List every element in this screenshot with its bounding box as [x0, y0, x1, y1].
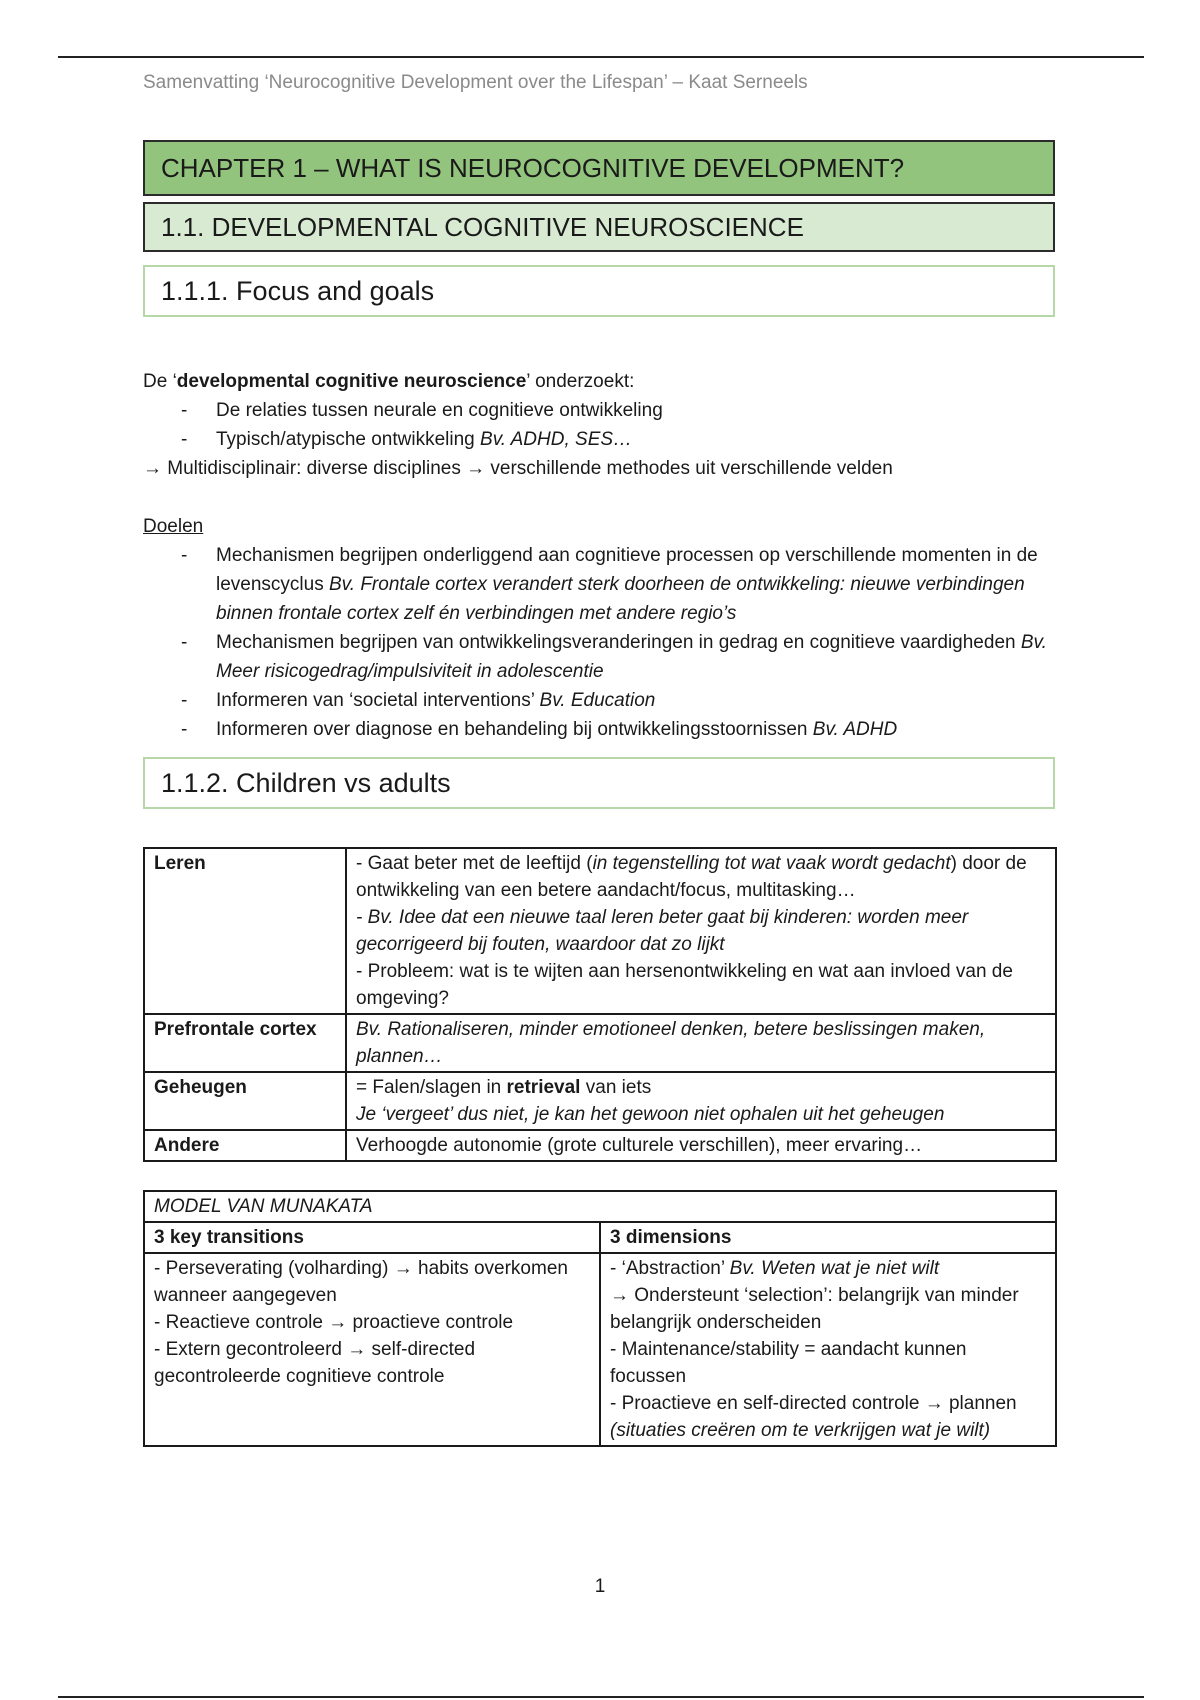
row-label-andere: Andere [144, 1130, 346, 1161]
dimension-abstraction-example: Bv. Weten wat je niet wilt [729, 1258, 940, 1279]
list-item [143, 715, 1055, 744]
goals-heading [143, 512, 1055, 541]
list-item [143, 396, 1055, 425]
munakata-col-head-transitions: 3 key transitions [144, 1222, 600, 1253]
row-label-prefrontal: Prefrontale cortex [144, 1014, 346, 1072]
leren-line1-italic: in tegenstelling tot wat vaak wordt gedacht [592, 853, 951, 874]
row-content-andere: Verhoogde autonomie (grote culturele verschillen), meer ervaring… [346, 1130, 1056, 1161]
geheugen-bold: retrieval [506, 1077, 581, 1098]
dimension-abstraction: - ‘Abstraction’ [610, 1258, 730, 1279]
intro-bold-term: developmental cognitive neuroscience [176, 371, 527, 392]
dimension-item: - Maintenance/stability = aandacht kunnen focussen [610, 1339, 967, 1387]
list-item-text: De relaties tussen neurale en cognitieve ontwikkeling [216, 400, 663, 421]
row-content-geheugen [346, 1072, 1056, 1130]
multidisciplinary-line: → Multidisciplinair: diverse disciplines → verschillende methodes uit verschillende velden [143, 458, 893, 479]
geheugen-line2: Je ‘vergeet’ dus niet, je kan het gewoon niet ophalen uit het geheugen [356, 1104, 945, 1125]
list-item-example: Bv. Frontale cortex verandert sterk doorheen de ontwikkeling: nieuwe verbindingen binnen frontale cortex zelf én verbindingen met andere regio’s [216, 574, 1025, 624]
row-label-geheugen: Geheugen [144, 1072, 346, 1130]
munakata-col-head-dimensions: 3 dimensions [600, 1222, 1056, 1253]
munakata-transitions-cell [144, 1253, 600, 1446]
table-row [144, 1014, 1056, 1072]
table-row [144, 1191, 1056, 1222]
subsection-heading-focus: 1.1.1. Focus and goals [143, 265, 1055, 317]
list-item-text: Informeren over diagnose en behandeling bij ontwikkelingsstoornissen [216, 719, 813, 740]
page-number: 1 [594, 1576, 606, 1597]
leren-line3: - Probleem: wat is te wijten aan hersenontwikkeling en wat aan invloed van de omgeving? [356, 961, 1013, 1009]
top-rule [58, 56, 1144, 58]
dimension-item-note [610, 1417, 1046, 1444]
geheugen-pre: = Falen/slagen in [356, 1077, 507, 1098]
table-row [144, 1130, 1056, 1161]
page-content [143, 140, 1055, 1447]
list-item-example: Bv. Education [539, 690, 656, 711]
list-item [143, 628, 1055, 686]
list-item-example: Bv. Meer risicogedrag/impulsiviteit in adolescentie [216, 632, 1047, 682]
goals-heading-text: Doelen [143, 516, 204, 537]
table-row [144, 848, 1056, 1014]
table-row [144, 1222, 1056, 1253]
subsection-heading-children-vs-adults: 1.1.2. Children vs adults [143, 757, 1055, 809]
list-item-text: Informeren van ‘societal interventions’ [216, 690, 540, 711]
row-label-leren: Leren [144, 848, 346, 1014]
munakata-model-table [143, 1190, 1057, 1447]
list-item-example: Bv. ADHD [812, 719, 898, 740]
list-item [143, 541, 1055, 628]
goals-list [143, 541, 1055, 744]
leren-line1-post: ) door de ontwikkeling van een betere aandacht/focus, multitasking… [356, 853, 1027, 901]
bottom-rule [58, 1696, 1144, 1698]
list-item [143, 686, 1055, 715]
list-item-text: Typisch/atypische ontwikkeling [216, 429, 481, 450]
transition-item: - Reactieve controle → proactieve controle [154, 1312, 514, 1333]
intro-paragraph [143, 367, 1055, 396]
running-header: Samenvatting ‘Neurocognitive Development over the Lifespan’ – Kaat Serneels [143, 72, 808, 93]
munakata-title: MODEL VAN MUNAKATA [144, 1191, 1056, 1222]
intro-post: ’ onderzoekt: [526, 371, 635, 392]
list-item-example: Bv. ADHD, SES… [480, 429, 633, 450]
transition-item: - Perseverating (volharding) → habits overkomen wanneer aangegeven [154, 1258, 568, 1306]
leren-line2: - Bv. Idee dat een nieuwe taal leren beter gaat bij kinderen: worden meer gecorrigeerd bij fouten, waardoor dat zo lijkt [356, 907, 969, 955]
row-content-prefrontal [346, 1014, 1056, 1072]
children-vs-adults-table [143, 847, 1057, 1162]
list-item-text: Mechanismen begrijpen van ontwikkelingsveranderingen in gedrag en cognitieve vaardigheden [216, 632, 1021, 653]
list-item-text: Mechanismen begrijpen onderliggend aan cognitieve processen op verschillende momenten in de levenscyclus [216, 545, 1038, 595]
dimension-item: - Proactieve en self-directed controle → plannen [610, 1393, 1017, 1414]
leren-line1-pre: - Gaat beter met de leeftijd ( [356, 853, 593, 874]
munakata-dimensions-cell [600, 1253, 1056, 1446]
transition-item: - Extern gecontroleerd → self-directed gecontroleerde cognitieve controle [154, 1339, 476, 1387]
dimension-item: → Ondersteunt ‘selection’: belangrijk van minder belangrijk onderscheiden [610, 1285, 1019, 1333]
intro-pre: De ‘ [143, 371, 177, 392]
geheugen-post: van iets [580, 1077, 652, 1098]
intro-list [143, 396, 1055, 454]
table-row [144, 1072, 1056, 1130]
row-content-leren [346, 848, 1056, 1014]
prefrontal-text: Bv. Rationaliseren, minder emotioneel denken, betere beslissingen maken, plannen… [356, 1019, 986, 1067]
section-heading: 1.1. DEVELOPMENTAL COGNITIVE NEUROSCIENCE [143, 202, 1055, 252]
list-item [143, 425, 1055, 454]
dimension-note-text: (situaties creëren om te verkrijgen wat je wilt) [610, 1420, 991, 1441]
table-row [144, 1253, 1056, 1446]
chapter-heading: CHAPTER 1 – WHAT IS NEUROCOGNITIVE DEVELOPMENT? [143, 140, 1055, 196]
dimension-item [610, 1255, 1046, 1282]
